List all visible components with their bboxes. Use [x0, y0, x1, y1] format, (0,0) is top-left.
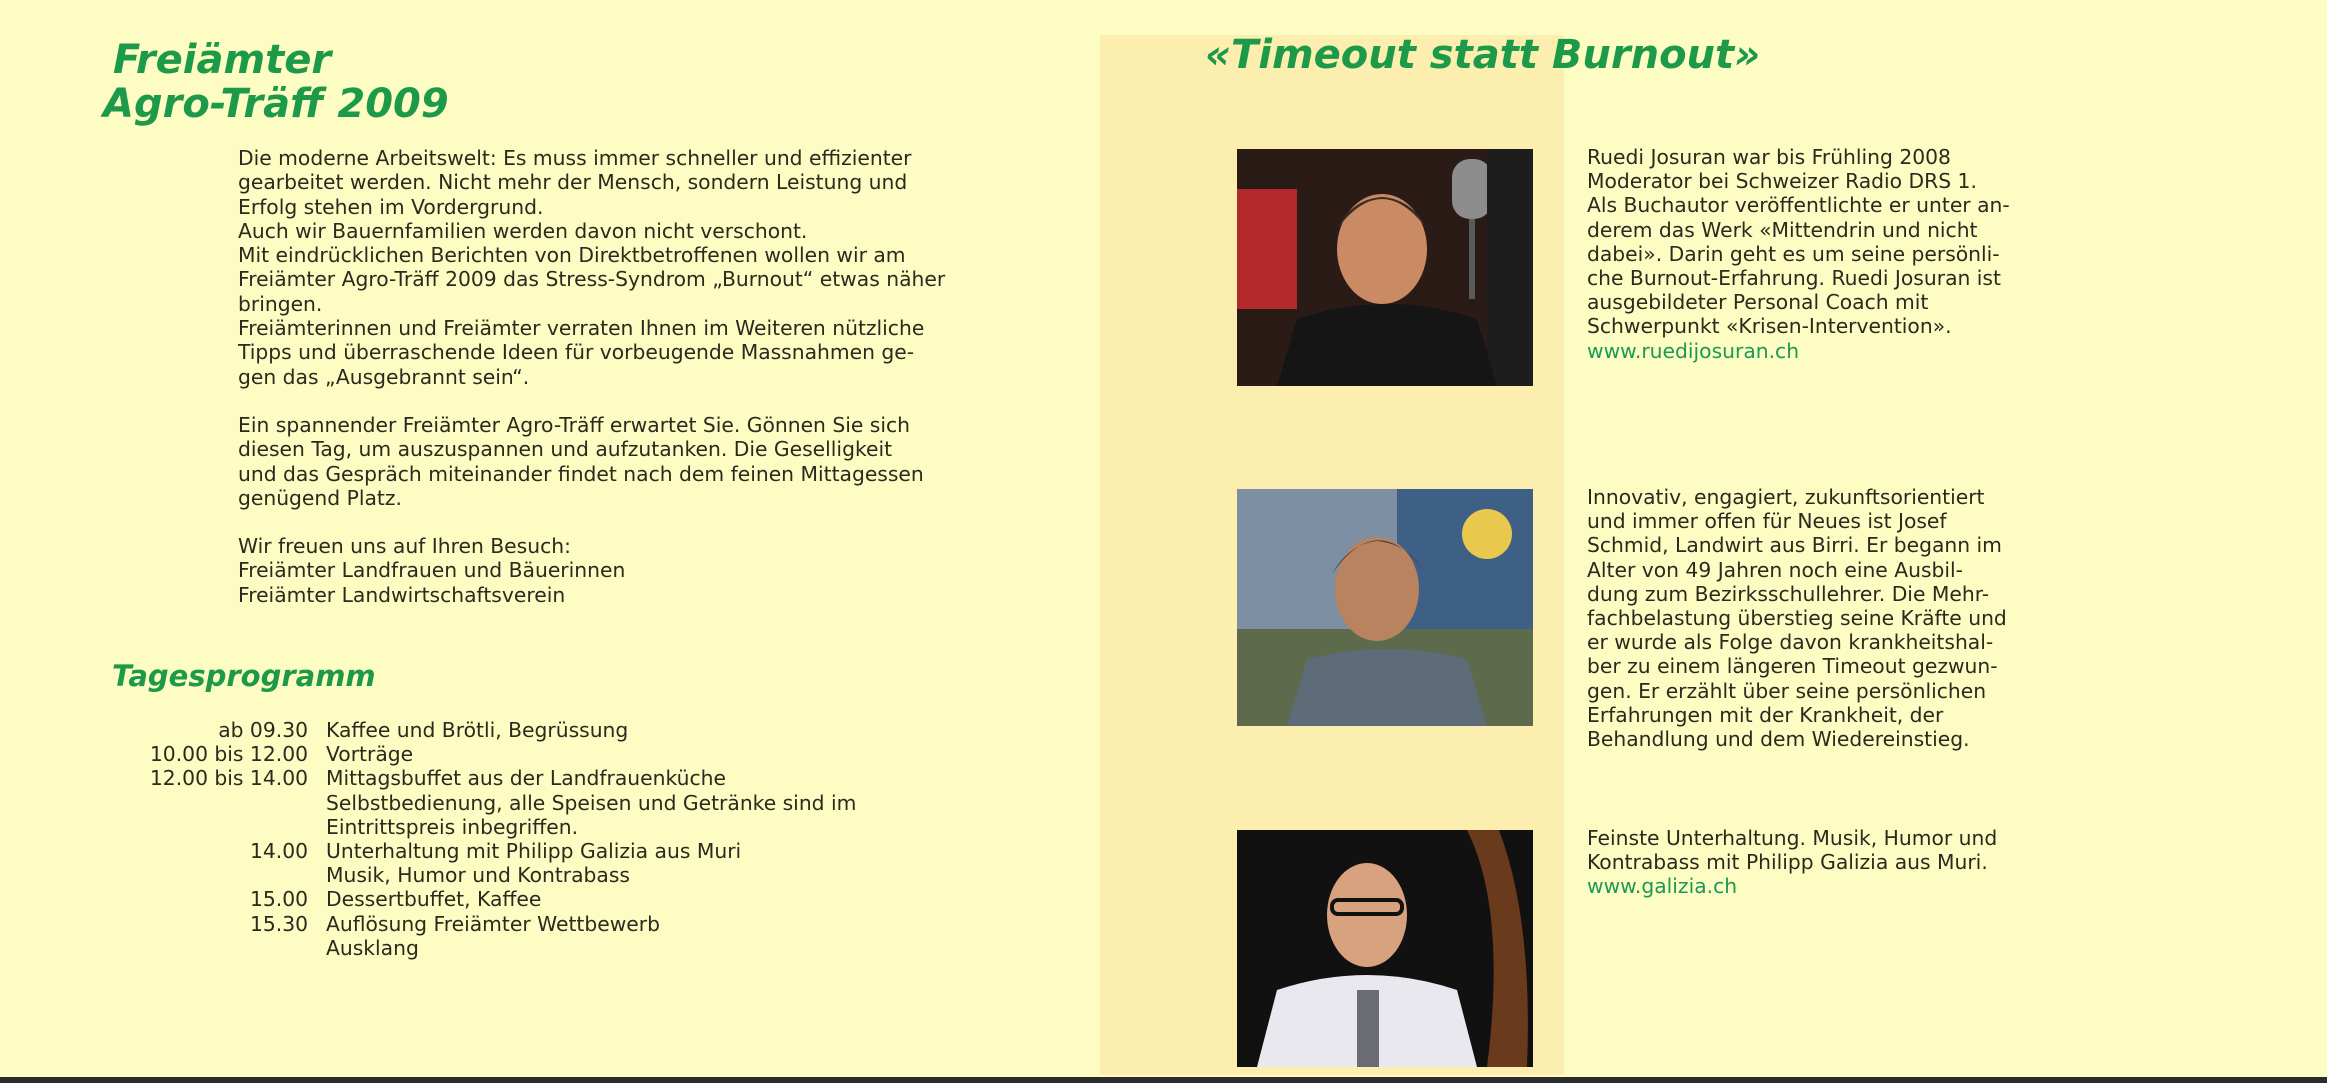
- bio-line: und immer offen für Neues ist Josef: [1587, 509, 1947, 534]
- intro-line: Wir freuen uns auf Ihren Besuch:: [238, 534, 571, 559]
- schedule-desc: Unterhaltung mit Philipp Galizia aus Muri: [326, 839, 742, 864]
- schedule: [110, 718, 856, 960]
- schedule-row: [110, 863, 856, 887]
- intro-line: Die moderne Arbeitswelt: Es muss immer schneller und effizienter: [238, 146, 912, 170]
- program-heading: Tagesprogramm: [112, 659, 376, 693]
- schedule-time: 10.00 bis 12.00: [149, 742, 308, 767]
- intro-line: Freiämter Landwirtschaftsverein: [238, 582, 566, 607]
- website-link[interactable]: www.ruedijosuran.ch: [1587, 338, 1800, 363]
- schedule-row: [110, 815, 856, 839]
- schedule-desc: Vorträge: [326, 742, 414, 767]
- schedule-time: [110, 936, 308, 960]
- intro-line: Freiämter Agro-Träff 2009 das Stress-Syndrom „Burnout“ etwas näher: [238, 267, 946, 292]
- intro-line: Tipps und überraschende Ideen für vorbeugende Massnahmen ge-: [238, 340, 915, 365]
- schedule-desc: Musik, Humor und Kontrabass: [326, 863, 630, 888]
- bio-line: fachbelastung überstieg seine Kräfte und: [1587, 606, 2007, 631]
- bio-line: Moderator bei Schweizer Radio DRS 1.: [1587, 169, 1977, 194]
- schedule-row: [110, 912, 856, 936]
- bio-line: derem das Werk «Mittendrin und nicht: [1587, 217, 1978, 242]
- intro-line: Erfolg stehen im Vordergrund.: [238, 194, 544, 219]
- schedule-row: [110, 791, 856, 815]
- intro-line: gearbeitet werden. Nicht mehr der Mensch, sondern Leistung und: [238, 170, 908, 195]
- speaker-bio-1: [1587, 145, 2097, 363]
- bio-line: er wurde als Folge davon krankheitshal-: [1587, 630, 1994, 655]
- intro-line: und das Gespräch miteinander findet nach dem feinen Mittagessen: [238, 461, 924, 486]
- speaker-bio-3: [1587, 826, 2097, 899]
- speaker-bio-2: [1587, 485, 2097, 751]
- bio-line: Erfahrungen mit der Krankheit, der: [1587, 702, 1944, 727]
- bio-line: dabei». Darin geht es um seine persönli-: [1587, 241, 2000, 266]
- intro-line: Mit eindrücklichen Berichten von Direktbetroffenen wollen wir am: [238, 243, 906, 268]
- schedule-row: [110, 887, 856, 911]
- schedule-time: [110, 863, 308, 887]
- schedule-time: 15.00: [249, 887, 308, 912]
- bio-line: Feinste Unterhaltung. Musik, Humor und: [1587, 826, 1998, 850]
- bio-line: dung zum Bezirksschullehrer. Die Mehr-: [1587, 581, 1990, 606]
- schedule-desc: Mittagsbuffet aus der Landfrauenküche: [326, 766, 726, 791]
- intro-line: diesen Tag, um auszuspannen und aufzutanken. Die Geselligkeit: [238, 437, 893, 462]
- page-title: [103, 38, 449, 126]
- schedule-row: [110, 839, 856, 863]
- bio-line: Schmid, Landwirt aus Birri. Er begann im: [1587, 533, 2002, 558]
- schedule-row: [110, 936, 856, 960]
- bio-line: Als Buchautor veröffentlichte er unter an-: [1587, 193, 2010, 218]
- schedule-desc: Dessertbuffet, Kaffee: [326, 887, 542, 912]
- title-line-1: Freiämter: [113, 37, 332, 83]
- bio-line: ber zu einem längeren Timeout gezwun-: [1587, 654, 1998, 679]
- intro-text: [238, 146, 1068, 607]
- schedule-time: 12.00 bis 14.00: [149, 766, 308, 791]
- bio-line: Innovativ, engagiert, zukunftsorientiert: [1587, 485, 1985, 509]
- schedule-row: [110, 718, 856, 742]
- intro-line: gen das „Ausgebrannt sein“.: [238, 364, 530, 389]
- website-link[interactable]: www.galizia.ch: [1587, 874, 1738, 899]
- schedule-time: [110, 815, 308, 839]
- intro-line: Freiämter Landfrauen und Bäuerinnen: [238, 558, 626, 583]
- bio-line: Alter von 49 Jahren noch eine Ausbil-: [1587, 557, 1963, 582]
- schedule-desc: Eintrittspreis inbegriffen.: [326, 814, 579, 839]
- schedule-desc: Auflösung Freiämter Wettbewerb: [326, 911, 660, 936]
- bio-line: gen. Er erzählt über seine persönlichen: [1587, 678, 1987, 703]
- schedule-desc: Kaffee und Brötli, Begrüssung: [326, 718, 629, 742]
- schedule-row: [110, 742, 856, 766]
- schedule-desc: Selbstbedienung, alle Speisen und Getränke sind im: [326, 790, 857, 815]
- section-title: «Timeout statt Burnout»: [1205, 32, 1761, 78]
- intro-line: Auch wir Bauernfamilien werden davon nicht verschont.: [238, 218, 808, 243]
- bio-line: Schwerpunkt «Krisen-Intervention».: [1587, 314, 1952, 339]
- title-line-2: Agro-Träff 2009: [103, 81, 449, 127]
- schedule-row: [110, 766, 856, 790]
- intro-line: Freiämterinnen und Freiämter verraten Ihnen im Weiteren nützliche: [238, 316, 925, 341]
- intro-line: Ein spannender Freiämter Agro-Träff erwartet Sie. Gönnen Sie sich: [238, 412, 910, 437]
- bio-line: ausgebildeter Personal Coach mit: [1587, 290, 1929, 315]
- schedule-time: ab 09.30: [218, 718, 308, 742]
- intro-line: genügend Platz.: [238, 485, 402, 510]
- schedule-desc: Ausklang: [326, 935, 419, 960]
- intro-line: bringen.: [238, 291, 323, 316]
- bottom-edge: [0, 1077, 2327, 1083]
- schedule-time: 15.30: [249, 911, 308, 936]
- bio-line: Ruedi Josuran war bis Frühling 2008: [1587, 145, 1951, 169]
- schedule-time: [110, 791, 308, 815]
- bio-line: Behandlung und dem Wiedereinstieg.: [1587, 727, 1970, 752]
- speaker-photo-3: [1237, 830, 1533, 1067]
- speaker-photo-2: [1237, 489, 1533, 726]
- bio-line: che Burnout-Erfahrung. Ruedi Josuran ist: [1587, 266, 2001, 291]
- speaker-photo-1: [1237, 149, 1533, 386]
- schedule-time: 14.00: [249, 839, 308, 864]
- bio-line: Kontrabass mit Philipp Galizia aus Muri.: [1587, 850, 1988, 875]
